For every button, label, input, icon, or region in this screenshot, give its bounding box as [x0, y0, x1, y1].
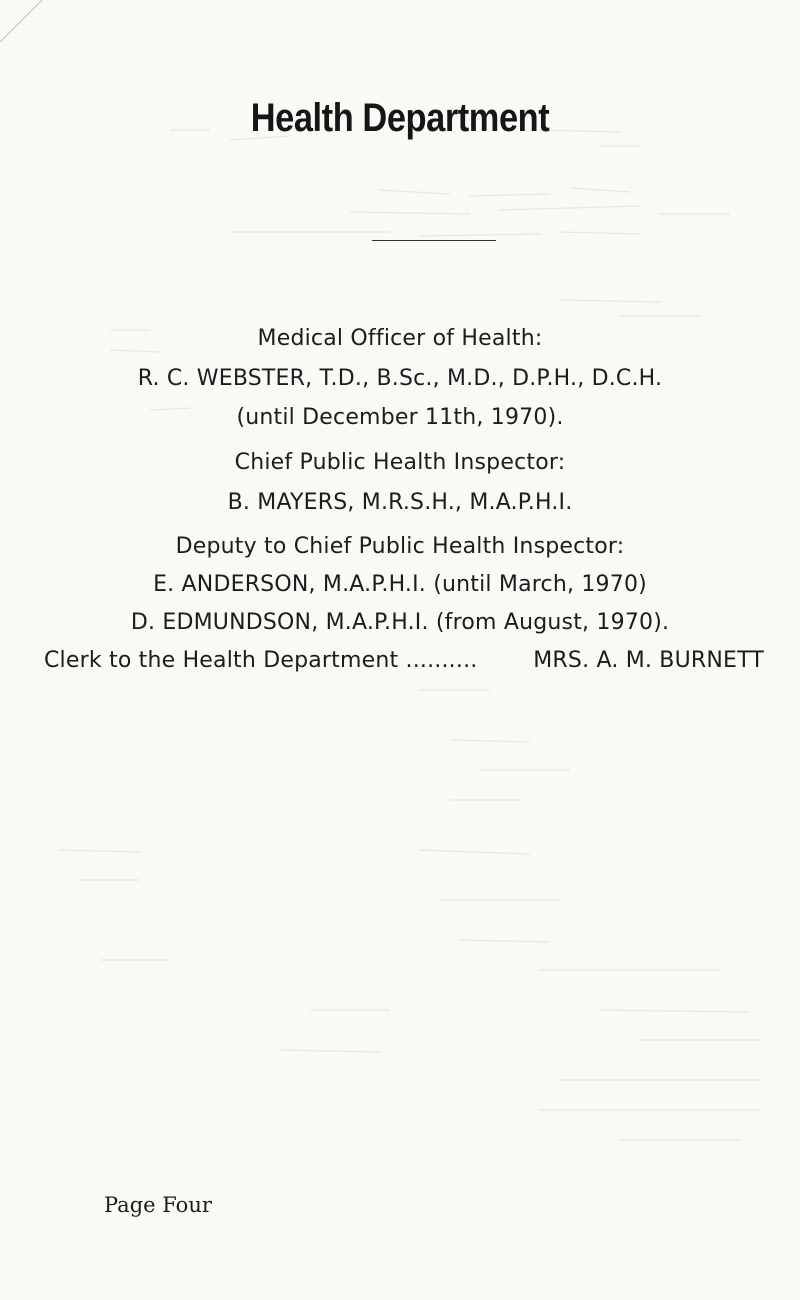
clerk-row — [44, 648, 764, 673]
medical-officer-name: R. C. WEBSTER, T.D., B.Sc., M.D., D.P.H., D.C.H. — [137, 366, 663, 391]
title-divider — [372, 240, 496, 241]
deputy-inspector-2: D. EDMUNDSON, M.A.P.H.I. (from August, 1970). — [130, 610, 670, 635]
page-title: Health Department — [250, 96, 550, 140]
clerk-name: MRS. A. M. BURNETT — [533, 648, 764, 673]
deputy-inspector-1: E. ANDERSON, M.A.P.H.I. (until March, 1970) — [153, 572, 647, 597]
page-number: Page Four — [104, 1193, 212, 1217]
corner-fold-line — [0, 0, 60, 50]
chief-inspector-name: B. MAYERS, M.R.S.H., M.A.P.H.I. — [227, 490, 573, 515]
deputy-inspector-role: Deputy to Chief Public Health Inspector: — [175, 534, 625, 559]
clerk-role: Clerk to the Health Department .......... — [44, 648, 478, 673]
medical-officer-tenure: (until December 11th, 1970). — [236, 405, 564, 430]
medical-officer-role: Medical Officer of Health: — [257, 326, 543, 351]
chief-inspector-role: Chief Public Health Inspector: — [234, 450, 566, 475]
